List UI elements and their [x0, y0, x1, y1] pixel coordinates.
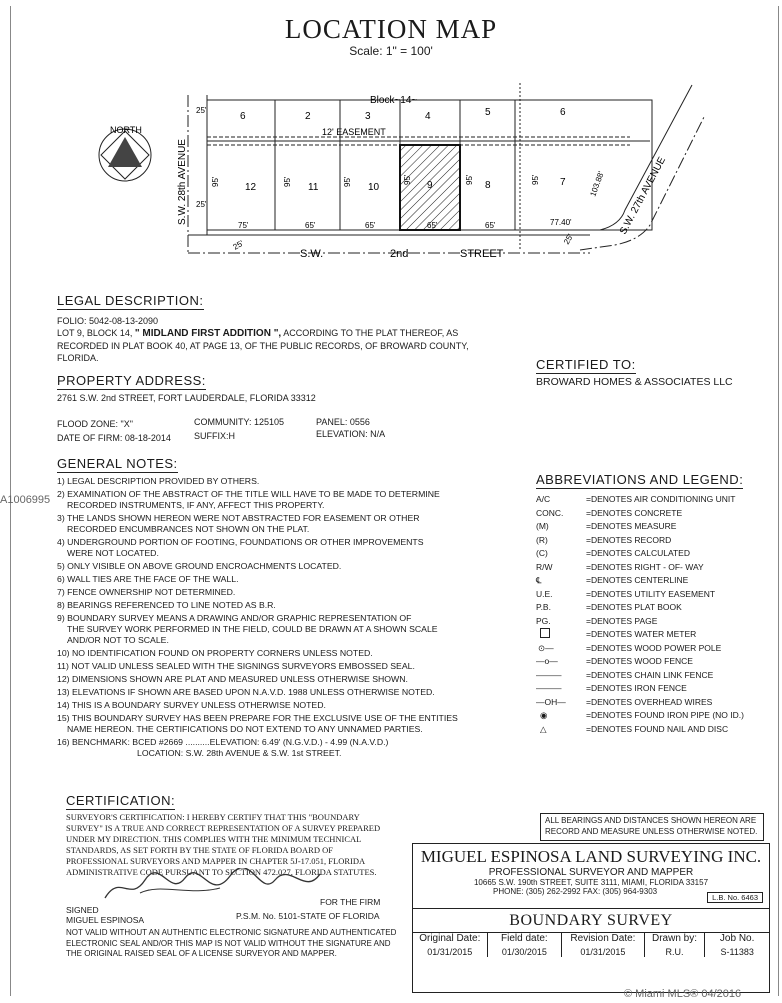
info-table: Original Date: 01/31/2015 Field date: 01/30/2015 Revision Date: 01/31/2015 Drawn by: R.U. Job No. S-11383: [413, 933, 769, 957]
svg-text:103.88': 103.88': [588, 170, 606, 198]
abbr-row: A/C =DENOTES AIR CONDITIONING UNIT: [536, 494, 736, 504]
svg-text:25': 25': [196, 200, 207, 209]
certified-heading: CERTIFIED TO:: [536, 357, 636, 372]
abbr-row: △ =DENOTES FOUND NAIL AND DISC: [540, 723, 729, 734]
abbr-row: =DENOTES WATER METER: [536, 628, 766, 642]
property-address: 2761 S.W. 2nd STREET, FORT LAUDERDALE, FLORIDA 33312: [57, 393, 316, 403]
abbr-row: ℄ =DENOTES CENTERLINE: [536, 575, 689, 585]
note-item: 12) DIMENSIONS SHOWN ARE PLAT AND MEASURED UNLESS OTHERWISE SHOWN.: [57, 674, 408, 684]
wood-fence-icon: —o—: [536, 656, 558, 666]
note-item: 10) NO IDENTIFICATION FOUND ON PROPERTY CORNERS UNLESS NOTED.: [57, 648, 373, 658]
location-map: [60, 75, 710, 270]
general-notes-list: [57, 476, 477, 761]
svg-text:95': 95': [403, 174, 412, 185]
iron-pipe-icon: ◉: [540, 710, 548, 720]
lb-number: L.B. No. 6463: [707, 892, 763, 903]
flood-zone: FLOOD ZONE: "X": [57, 419, 133, 429]
block-label: Block~14~: [370, 95, 418, 106]
notes-heading: GENERAL NOTES:: [57, 456, 178, 471]
street-bottom-b: 2nd: [390, 248, 409, 260]
abbr-row: ⊙— =DENOTES WOOD POWER POLE: [538, 642, 722, 653]
note-item: AND/OR NOT TO SCALE.: [67, 635, 169, 645]
title-block: [412, 843, 770, 993]
street-bottom-c: STREET: [460, 248, 504, 260]
note-item: THE SURVEY WORK PERFORMED IN THE FIELD, COULD BE DRAWN AT A SHOWN SCALE: [67, 624, 438, 634]
abbr-row: ——— =DENOTES CHAIN LINK FENCE: [536, 669, 714, 680]
easement-label: 12' EASEMENT: [322, 127, 386, 137]
note-item: 13) ELEVATIONS IF SHOWN ARE BASED UPON N.A.V.D. 1988 UNLESS OTHERWISE NOTED.: [57, 687, 435, 697]
abbr-row: R/W =DENOTES RIGHT - OF- WAY: [536, 561, 704, 572]
elevation: ELEVATION: N/A: [316, 429, 386, 439]
note-item: 4) UNDERGROUND PORTION OF FOOTING, FOUNDATIONS OR OTHER IMPROVEMENTS: [57, 537, 424, 547]
note-item: 2) EXAMINATION OF THE ABSTRACT OF THE TITLE WILL HAVE TO BE MADE TO DETERMINE: [57, 489, 440, 499]
svg-text:95': 95': [531, 174, 540, 185]
iron-fence-icon: ———: [536, 683, 562, 693]
lot-10: 10: [368, 182, 380, 193]
note-item: 11) NOT VALID UNLESS SEALED WITH THE SIGNINGS SURVEYORS EMBOSSED SEAL.: [57, 661, 415, 671]
lot-top-2: 2: [305, 111, 311, 122]
lot-8: 8: [485, 180, 491, 191]
note-item: 3) THE LANDS SHOWN HEREON WERE NOT ABSTRACTED FOR EASEMENT OR OTHER: [57, 513, 420, 523]
svg-text:65': 65': [427, 221, 438, 230]
lot-7: 7: [560, 177, 566, 188]
note-item: 15) THIS BOUNDARY SURVEY HAS BEEN PREPARE FOR THE EXCLUSIVE USE OF THE ENTITIES: [57, 713, 458, 723]
legal-heading: LEGAL DESCRIPTION:: [57, 293, 204, 308]
signed-label: SIGNED: [66, 905, 99, 915]
lot-top-6a: 6: [240, 111, 246, 122]
abbr-row: —o— =DENOTES WOOD FENCE: [536, 656, 693, 666]
abbr-row: U.E. =DENOTES UTILITY EASEMENT: [536, 588, 716, 599]
certification-text: SURVEYOR'S CERTIFICATION: I HEREBY CERTIFY THAT THIS "BOUNDARY SURVEY" IS A TRUE AND CORRECT REPRESENTATION OF A SURVEY PREPARED UNDER MY DIRECTION. THIS COMPLIES WITH THE MINIMUM TECHNICAL STANDARDS, AS SET FORTH BY THE STATE OF FLORIDA BOARD OF PROFESSIONAL SURVEYORS AND MAPPER IN CHAPTER 5J-17.051, FLORIDA ADMINISTRATIVE CODE PURSUANT TO SECTION 472.027, FLORIDA STATUTES.: [66, 812, 381, 877]
lot-top-6b: 6: [560, 107, 566, 118]
psm-number: P.S.M. No. 5101-STATE OF FLORIDA: [236, 911, 380, 921]
note-item: RECORDED INSTRUMENTS, IF ANY, AFFECT THIS PROPERTY.: [67, 500, 325, 510]
svg-text:65': 65': [485, 221, 496, 230]
note-item: 6) WALL TIES ARE THE FACE OF THE WALL.: [57, 574, 239, 584]
note-item: 16) BENCHMARK: BCED #2669 ..........ELEVATION: 6.49' (N.G.V.D.) - 4.99 (N.A.V.D.): [57, 737, 389, 747]
svg-text:95': 95': [343, 176, 352, 187]
survey-type: BOUNDARY SURVEY: [509, 912, 673, 929]
abbr-row: PG. =DENOTES PAGE: [536, 615, 658, 626]
legal-description: FOLIO: 5042-08-13-2090 LOT 9, BLOCK 14, " MIDLAND FIRST ADDITION ", ACCORDING TO THE PLAT THEREOF, AS RECORDED IN PLAT BOOK 40, AT PAGE 13, OF THE PUBLIC RECORDS, OF BROWARD COUNTY, FLORIDA.: [57, 315, 487, 364]
abbr-row: (C) =DENOTES CALCULATED: [536, 548, 690, 558]
street-right-label: S.W. 27th AVENUE: [617, 155, 669, 237]
abbr-row: CONC. =DENOTES CONCRETE: [536, 507, 683, 518]
note-item: WERE NOT LOCATED.: [67, 548, 159, 558]
abbr-row: P.B. =DENOTES PLAT BOOK: [536, 602, 682, 612]
abbr-row: ◉ =DENOTES FOUND IRON PIPE (NO ID.): [540, 710, 744, 720]
validity-notice: NOT VALID WITHOUT AN AUTHENTIC ELECTRONIC SIGNATURE AND AUTHENTICATED ELECTRONIC SEAL AND/OR THIS MAP IS NOT VALID WITHOUT THE SIGNATURE AND THE ORIGINAL RAISED SEAL OF A LICENSE SURVEYOR AND MAPPER.: [66, 928, 397, 958]
mls-id-watermark: A1006995: [0, 494, 51, 506]
page-border-right: [778, 6, 779, 996]
firm-phone: PHONE: (305) 262-2992 FAX: (305) 964-9303: [493, 887, 658, 896]
for-the-firm: FOR THE FIRM: [320, 897, 381, 907]
date-of-firm: DATE OF FIRM: 08-18-2014: [57, 433, 171, 443]
map-scale: Scale: 1" = 100': [349, 44, 433, 58]
svg-text:25': 25': [231, 238, 246, 252]
signer-name: MIGUEL ESPINOSA: [66, 915, 145, 925]
svg-text:25': 25': [196, 106, 207, 115]
abbr-row: ——— =DENOTES IRON FENCE: [536, 683, 687, 693]
signature-image: [100, 868, 330, 908]
lot-top-5: 5: [485, 107, 491, 118]
water-meter-icon: [540, 628, 550, 638]
abbreviations-heading: ABBREVIATIONS AND LEGEND:: [536, 472, 744, 487]
svg-text:95': 95': [211, 176, 220, 187]
folio: FOLIO: 5042-08-13-2090: [57, 316, 159, 326]
firm-address: 10665 S.W. 190th STREET, SUITE 3111, MIAMI, FLORIDA 33157: [473, 878, 709, 887]
community: COMMUNITY: 125105: [194, 417, 285, 427]
street-left-label: S.W. 28th AVENUE: [177, 139, 188, 225]
svg-text:65': 65': [365, 221, 376, 230]
abbr-row: (M) =DENOTES MEASURE: [536, 521, 677, 531]
note-item: 7) FENCE OWNERSHIP NOT DETERMINED.: [57, 587, 236, 597]
north-arrow-icon: [99, 125, 151, 181]
note-item: 9) BOUNDARY SURVEY MEANS A DRAWING AND/OR GRAPHIC REPRESENTATION OF: [57, 613, 412, 623]
firm-name: MIGUEL ESPINOSA LAND SURVEYING INC.: [420, 847, 762, 866]
abbreviations-list: [536, 493, 766, 736]
svg-text:65': 65': [305, 221, 316, 230]
note-item: 8) BEARINGS REFERENCED TO LINE NOTED AS B.R.: [57, 600, 276, 610]
note-item: 5) ONLY VISIBLE ON ABOVE GROUND ENCROACHMENTS LOCATED.: [57, 561, 342, 571]
property-heading: PROPERTY ADDRESS:: [57, 373, 206, 388]
bearings-note: ALL BEARINGS AND DISTANCES SHOWN HEREON ARE RECORD AND MEASURE UNLESS OTHERWISE NOTED.: [540, 813, 764, 841]
lot-top-3: 3: [365, 111, 371, 122]
svg-text:95': 95': [465, 174, 474, 185]
svg-text:25': 25': [561, 232, 575, 246]
lot-11: 11: [308, 182, 319, 193]
note-item: LOCATION: S.W. 28th AVENUE & S.W. 1st STREET.: [137, 748, 342, 758]
svg-text:95': 95': [283, 176, 292, 187]
abbr-row: (R) =DENOTES RECORD: [536, 534, 672, 545]
nail-disc-icon: △: [540, 723, 547, 734]
mls-copyright-watermark: © Miami MLS® 04/2016: [624, 988, 742, 1000]
lot-9: 9: [427, 180, 433, 191]
svg-text:77.40': 77.40': [550, 218, 572, 227]
note-item: 1) LEGAL DESCRIPTION PROVIDED BY OTHERS.: [57, 476, 260, 486]
suffix: SUFFIX:H: [194, 431, 236, 441]
note-item: NAME HEREON. THE CERTIFICATIONS DO NOT EXTEND TO ANY UNNAMED PARTIES.: [67, 724, 423, 734]
note-item: 14) THIS IS A BOUNDARY SURVEY UNLESS OTHERWISE NOTED.: [57, 700, 326, 710]
note-item: RECORDED ENCUMBRANCES NOT SHOWN ON THE PLAT.: [67, 524, 310, 534]
svg-text:75': 75': [238, 221, 249, 230]
firm-subtitle: PROFESSIONAL SURVEYOR AND MAPPER: [488, 867, 694, 878]
certified-name: BROWARD HOMES & ASSOCIATES LLC: [536, 376, 733, 388]
north-label: NORTH: [110, 125, 142, 135]
lot-12: 12: [245, 182, 257, 193]
power-pole-icon: ⊙—: [538, 642, 554, 653]
panel: PANEL: 0556: [316, 417, 370, 427]
chain-link-fence-icon: ———: [536, 669, 562, 680]
abbr-row: —OH— =DENOTES OVERHEAD WIRES: [536, 696, 713, 707]
page-title: LOCATION MAP: [284, 14, 498, 44]
street-bottom-a: S.W.: [300, 248, 324, 260]
certification-heading: CERTIFICATION:: [66, 793, 176, 808]
lot-top-4: 4: [425, 111, 431, 122]
